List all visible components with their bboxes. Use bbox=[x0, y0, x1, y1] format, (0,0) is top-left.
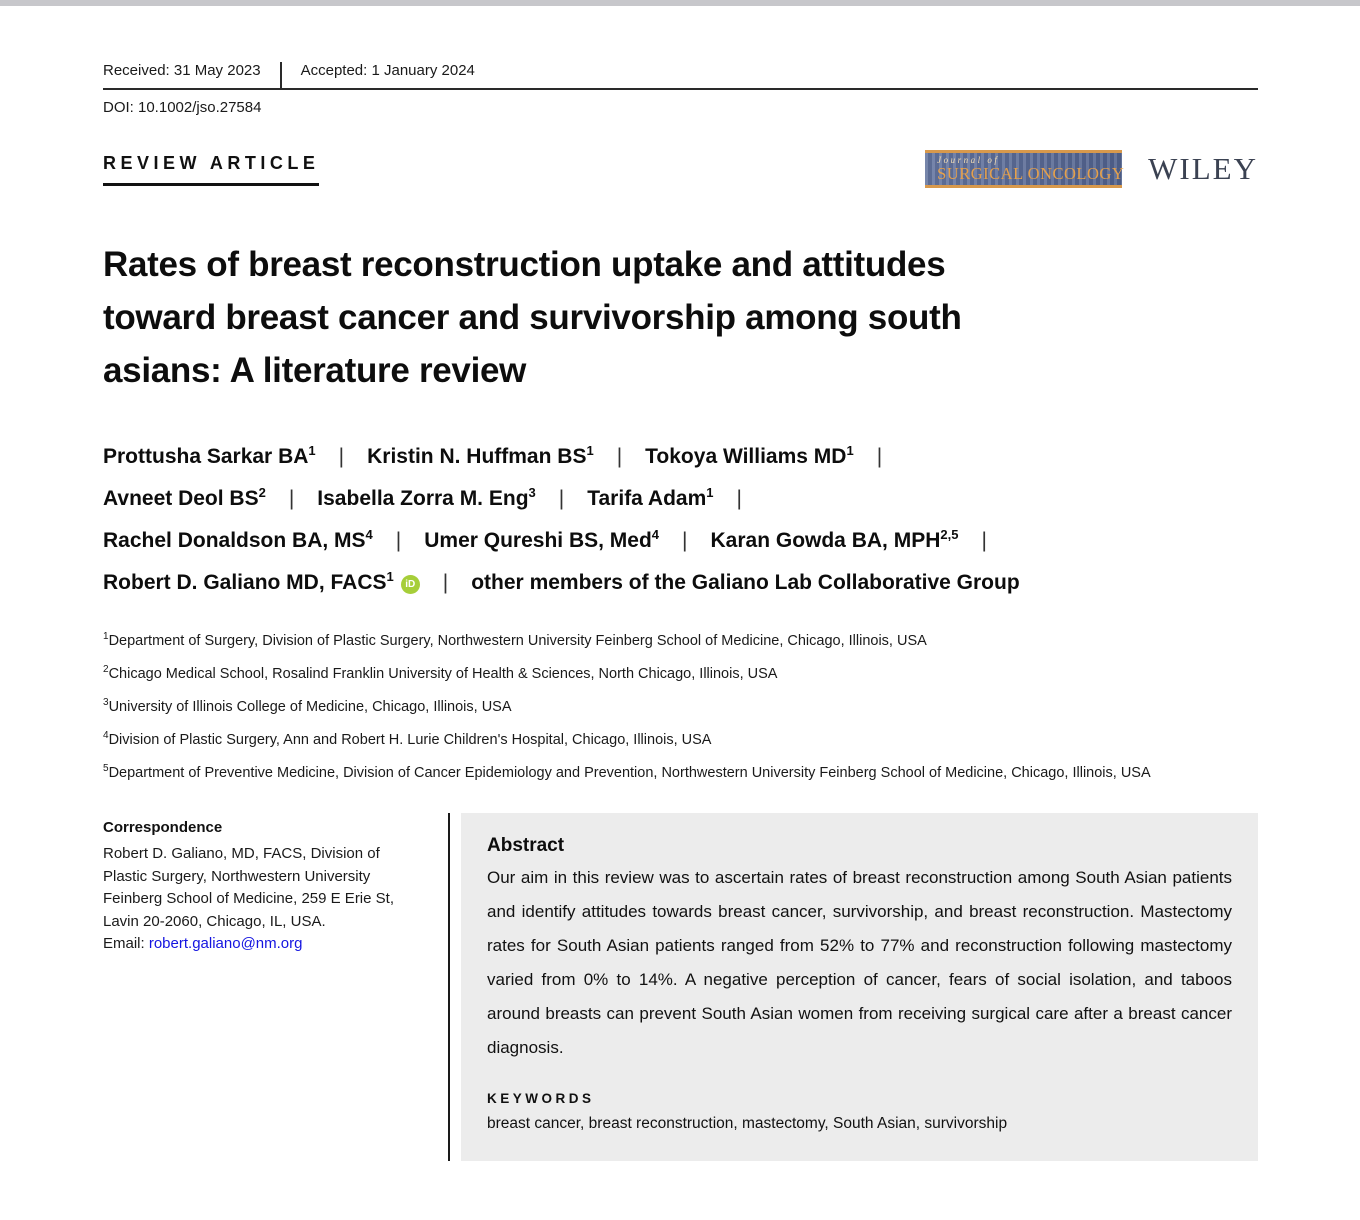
affiliation-text: University of Illinois College of Medicine, Chicago, Illinois, USA bbox=[108, 699, 512, 715]
email-link[interactable]: robert.galiano@nm.org bbox=[148, 935, 303, 952]
affiliation bbox=[103, 664, 1258, 684]
author-line bbox=[103, 569, 1258, 597]
affiliation bbox=[103, 763, 1258, 783]
doi: DOI: 10.1002/jso.27584 bbox=[103, 99, 262, 116]
author-affiliation-sup: 1 bbox=[386, 569, 394, 584]
author-line bbox=[103, 443, 1258, 471]
author-name: Avneet Deol BS bbox=[103, 487, 259, 510]
title-line: asians: A literature review bbox=[103, 351, 527, 390]
author-name: Rachel Donaldson BA, MS bbox=[103, 529, 366, 552]
author-line bbox=[103, 527, 1258, 555]
email-label: Email: bbox=[103, 935, 149, 952]
orcid-icon[interactable]: iD bbox=[401, 575, 420, 594]
author-line bbox=[103, 485, 1258, 513]
abstract-box bbox=[461, 813, 1258, 1161]
author-name: Kristin N. Huffman BS bbox=[367, 445, 587, 468]
author-name: Karan Gowda BA, MPH bbox=[710, 529, 941, 552]
author bbox=[317, 487, 535, 510]
author bbox=[367, 445, 594, 468]
affiliation-sup: 1 bbox=[103, 631, 109, 643]
title-line: Rates of breast reconstruction uptake and attitudes bbox=[103, 245, 946, 284]
author bbox=[103, 487, 266, 510]
accepted-date: Accepted: 1 January 2024 bbox=[300, 62, 475, 79]
affiliation bbox=[103, 631, 1258, 651]
dates-header bbox=[103, 62, 1258, 90]
journal-logo-top-text: Journal of bbox=[937, 155, 1000, 165]
author-separator: | bbox=[338, 445, 345, 468]
affiliation-sup: 5 bbox=[103, 763, 109, 775]
author bbox=[645, 445, 854, 468]
abstract-heading: Abstract bbox=[487, 835, 565, 856]
correspondence-address: Robert D. Galiano, MD, FACS, Division of Plastic Surgery, Northwestern University Feinberg School of Medicine, 259 E Erie St, Lavin 20-2060, Chicago, IL, USA. bbox=[103, 845, 394, 930]
correspondence-label: Correspondence bbox=[103, 819, 223, 836]
lower-section bbox=[103, 813, 1258, 1161]
author bbox=[103, 445, 316, 468]
author-name: other members of the Galiano Lab Collaborative Group bbox=[471, 571, 1020, 594]
author-affiliation-sup: 2 bbox=[258, 485, 266, 500]
correspondence-block bbox=[103, 813, 450, 1161]
keywords-label: KEYWORDS bbox=[487, 1091, 595, 1106]
author-separator: | bbox=[736, 487, 742, 510]
author-affiliation-sup: 3 bbox=[528, 485, 536, 500]
author-separator: | bbox=[682, 529, 688, 552]
brand-group bbox=[925, 150, 1258, 188]
author bbox=[711, 529, 959, 552]
author-affiliation-sup: 4 bbox=[365, 527, 373, 542]
author-separator: | bbox=[616, 445, 623, 468]
affiliation-text: Chicago Medical School, Rosalind Franklin University of Health & Sciences, North Chicago, Illinois, USA bbox=[108, 666, 778, 682]
author-name: Tokoya Williams MD bbox=[645, 445, 847, 468]
affiliation-sup: 4 bbox=[103, 730, 109, 742]
author-name: Isabella Zorra M. Eng bbox=[317, 487, 529, 510]
affiliations-list bbox=[103, 631, 1258, 783]
article-first-page bbox=[103, 0, 1258, 1161]
author-affiliation-sup: 1 bbox=[846, 443, 854, 458]
author-affiliation-sup: 4 bbox=[651, 527, 660, 542]
author-name: Umer Qureshi BS, Med bbox=[424, 529, 652, 552]
correspondence-email-line bbox=[103, 933, 424, 956]
affiliation-sup: 3 bbox=[103, 697, 109, 709]
keywords-text: breast cancer, breast reconstruction, mastectomy, South Asian, survivorship bbox=[487, 1115, 1008, 1132]
abstract-body: Our aim in this review was to ascertain rates of breast reconstruction among South Asian patients and identify attitudes towards breast cancer, survivorship, and breast reconstruction. Mastectomy rates for South Asian patients ranged from 52% to 77% and reconstruction following mastectomy varied from 0% to 14%. A negative perception of cancer, fears of social isolation, and taboos around breasts can prevent South Asian women from receiving surgical care after a breast cancer diagnosis. bbox=[487, 868, 1232, 1057]
window-top-edge bbox=[0, 0, 1360, 6]
affiliation-sup: 2 bbox=[103, 664, 109, 676]
author-affiliation-sup: 1 bbox=[706, 485, 714, 500]
author-separator: | bbox=[981, 529, 987, 552]
author bbox=[587, 487, 713, 510]
type-and-brand-row bbox=[103, 150, 1258, 188]
affiliation bbox=[103, 697, 1258, 717]
author-name: Prottusha Sarkar BA bbox=[103, 445, 309, 468]
article-type-label: REVIEW ARTICLE bbox=[103, 153, 319, 186]
author-separator: | bbox=[876, 445, 883, 468]
received-date: Received: 31 May 2023 bbox=[103, 62, 261, 79]
author-affiliation-sup: 1 bbox=[586, 443, 594, 458]
affiliation bbox=[103, 730, 1258, 750]
author-separator: | bbox=[288, 487, 295, 510]
author bbox=[103, 571, 394, 594]
title-line: toward breast cancer and survivorship among south bbox=[103, 298, 962, 337]
article-title bbox=[103, 238, 1258, 397]
wiley-logo: WILEY bbox=[1148, 151, 1258, 186]
author-affiliation-sup: 2,5 bbox=[940, 527, 959, 542]
author bbox=[424, 529, 659, 552]
author-name: Tarifa Adam bbox=[587, 487, 707, 510]
author-name: Robert D. Galiano MD, FACS bbox=[103, 571, 387, 594]
author-group bbox=[471, 571, 1019, 594]
author bbox=[103, 529, 373, 552]
affiliation-text: Department of Preventive Medicine, Division of Cancer Epidemiology and Prevention, Northwestern University Feinberg School of Medicine, Chicago, Illinois, USA bbox=[108, 765, 1151, 781]
author-separator: | bbox=[395, 529, 402, 552]
author-separator: | bbox=[558, 487, 565, 510]
author-affiliation-sup: 1 bbox=[308, 443, 316, 458]
authors-list bbox=[103, 443, 1258, 597]
affiliation-text: Division of Plastic Surgery, Ann and Robert H. Lurie Children's Hospital, Chicago, Illinois, USA bbox=[108, 732, 712, 748]
author-separator: | bbox=[442, 571, 449, 594]
journal-logo-title-text: SURGICAL ONCOLOGY bbox=[937, 164, 1125, 183]
affiliation-text: Department of Surgery, Division of Plastic Surgery, Northwestern University Feinberg School of Medicine, Chicago, Illinois, USA bbox=[108, 633, 927, 649]
journal-logo bbox=[925, 150, 1125, 188]
dates-divider bbox=[280, 62, 282, 88]
